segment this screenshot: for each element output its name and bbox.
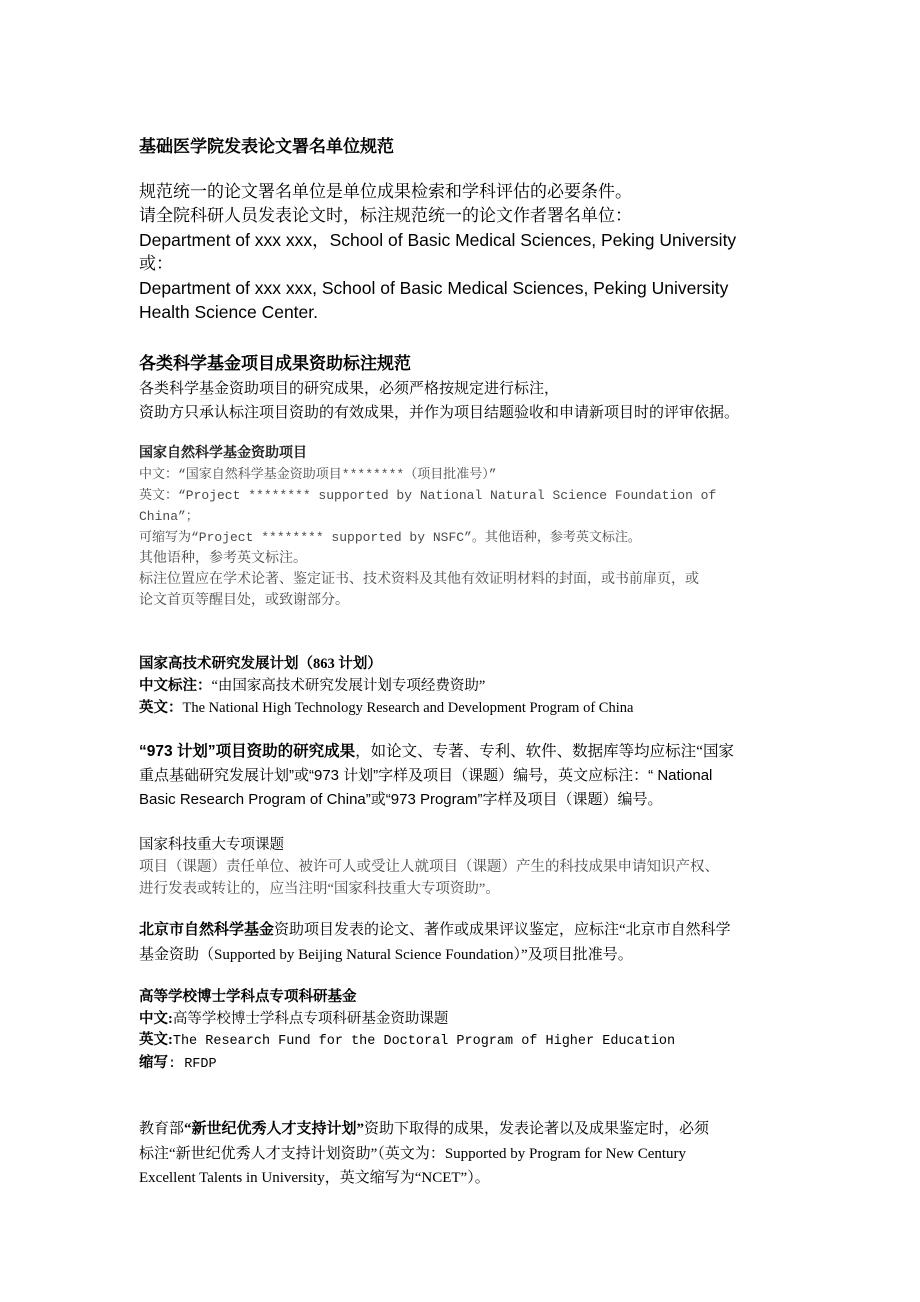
paragraph-line: 规范统一的论文署名单位是单位成果检索和学科评估的必要条件。 — [139, 182, 632, 201]
paragraph-line: Excellent Talents in University，英文缩写为“NCET”）。 — [139, 1170, 490, 1186]
page-title: 基础医学院发表论文署名单位规范 — [139, 137, 394, 156]
paragraph-line: 英文：“Project ******** supported by National Natural Science Foundation of — [139, 488, 717, 503]
value: 资助下取得的成果，发表论著以及成果鉴定时，必须 — [364, 1121, 710, 1137]
value: 教育部 — [139, 1121, 185, 1137]
value: The National High Technology Research and Development Program of China — [182, 700, 634, 716]
value: “由国家高技术研究发展计划专项经费资助” — [211, 678, 486, 694]
value: The Research Fund for the Doctoral Program of Higher Education — [172, 1034, 676, 1049]
label: 缩写 — [139, 1054, 168, 1071]
paragraph-line: 基金资助（Supported by Beijing Natural Science Foundation）”及项目批准号。 — [139, 947, 633, 963]
label: “新世纪优秀人才支持计划” — [184, 1121, 365, 1137]
paragraph-line: 重点基础研究发展计划”或“973 计划”字样及项目（课题）编号，英文应标注：“ National — [139, 767, 713, 784]
affiliation-english: Department of xxx xxx，School of Basic Medical Sciences, Peking University — [139, 230, 737, 250]
paragraph-line: 中文：“国家自然科学基金资助项目********（项目批准号）” — [139, 467, 497, 482]
paragraph-line: 其他语种，参考英文标注。 — [139, 551, 307, 566]
paragraph-line: 标注“新世纪优秀人才支持计划资助”（英文为：Supported by Program for New Century — [139, 1145, 687, 1162]
paragraph-line: 进行发表或转让的，应当注明“国家科技重大专项资助”。 — [139, 881, 500, 897]
section-heading: 国家科技重大专项课题 — [139, 837, 284, 853]
paragraph-line: 项目（课题）责任单位、被许可人或受让人就项目（课题）产生的科技成果申请知识产权、 — [139, 859, 719, 875]
paragraph-line: 各类科学基金资助项目的研究成果，必须严格按规定进行标注， — [139, 381, 560, 397]
label: 中文标注： — [139, 678, 212, 694]
label: 北京市自然科学基金 — [139, 922, 275, 938]
beijing-section — [139, 918, 784, 968]
paragraph-line: 可缩写为“Project ******** supported by NSFC”。其他语种，参考英文标注。 — [139, 530, 641, 545]
rfdp-section — [139, 987, 784, 1075]
program-973-section — [139, 740, 784, 812]
funding-intro — [139, 377, 784, 425]
affiliation-section — [139, 180, 784, 324]
paragraph-line: 资助方只承认标注项目资助的有效成果，并作为项目结题验收和申请新项目时的评审依据。 — [139, 405, 740, 421]
label: 英文： — [139, 700, 183, 716]
value: 资助项目发表的论文、著作或成果评议鉴定，应标注“北京市自然科学 — [274, 922, 731, 938]
paragraph-line: 论文首页等醒目处，或致谢部分。 — [139, 593, 349, 608]
ncet-section — [139, 1117, 784, 1191]
paragraph-line: Basic Research Program of China”或“973 Program”字样及项目（课题）编号。 — [139, 791, 663, 808]
affiliation-english: Department of xxx xxx, School of Basic Medical Sciences, Peking University — [139, 278, 729, 298]
value: 高等学校博士学科点专项科研基金资助课题 — [172, 1010, 449, 1027]
label: 英文: — [139, 1032, 173, 1048]
value: ，如论文、专著、专利、软件、数据库等均应标注“国家 — [355, 743, 735, 760]
paragraph-line: 标注位置应在学术论著、鉴定证书、技术资料及其他有效证明材料的封面，或书前扉页，或 — [139, 572, 699, 587]
major-special-section — [139, 834, 784, 900]
affiliation-english: Health Science Center. — [139, 302, 318, 322]
label: “973 计划”项目资助的研究成果 — [139, 743, 356, 760]
nsfc-section — [139, 443, 784, 611]
section-heading: 各类科学基金项目成果资助标注规范 — [139, 354, 411, 373]
value: : RFDP — [168, 1056, 217, 1072]
section-heading: 国家高技术研究发展计划（863 计划） — [139, 656, 382, 672]
section-heading: 国家自然科学基金资助项目 — [139, 446, 307, 461]
paragraph-line: 请全院科研人员发表论文时，标注规范统一的论文作者署名单位： — [139, 206, 632, 225]
paragraph-line: 或： — [139, 254, 173, 273]
label: 中文: — [139, 1010, 173, 1027]
paragraph-line: China”； — [139, 509, 199, 524]
section-heading: 高等学校博士学科点专项科研基金 — [139, 989, 357, 1005]
program-863-section — [139, 653, 784, 719]
